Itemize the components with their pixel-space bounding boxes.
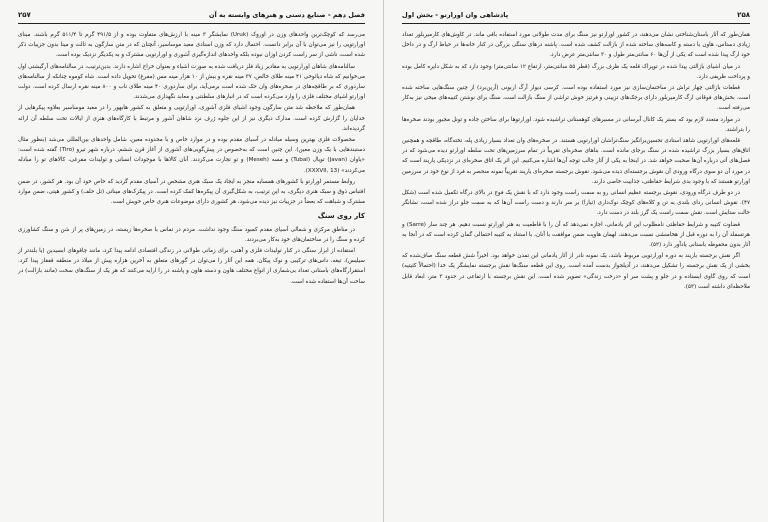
- paragraph: همان‌طور که آثار باستان‌شناختی نشان می‌دهند، در کشور اورارتو نیز سنگ برای مدت طولانی مورد استفاده باقی ماند. در کاوش‌های کارمیربلور تعداد زیادی دستاس، هاون با دسته و کاسه‌های ساخته شده از بازالت کشف شده است. پاشنه درهای سنگی بزرگی در کنار خانه‌ها در حیاط ارگ و در داخل خود ارگ پیدا شده است که یکی از آن‌ها ۶۰ سانتی‌متر طول و ۳۰ سانتی‌متر عرض دارد.: [402, 32, 750, 59]
- paragraph: اگر نقش برجسته یاریند به دوره اورارتویی مربوط باشد، یک نمونه نادر از آثار یادمانی این تمدن خواهد بود. اخیراً شش قطعه سنگ صاف‌شده که بخشی از یک نقش برجسته را تشکیل می‌دهند، در آدیلجواز بدست آمده است. روی این قطعه سنگ‌ها نقش برجسته نمایشگر یک خدا (احتمالاً کثیتیه) است که روی گاوی ایستاده و در جلو و پشت سر او «درخت زندگی» تصویر شده است. این نقش برجسته با ارتفاعی در حدود ۳ متر، ابعاد قابل ملاحظه‌ای داشته است (۵۳).: [402, 253, 750, 290]
- left-page-running-title: فصل دهم - صنایع دستی و هنرهای وابسته به آن: [208, 10, 365, 19]
- paragraph: استفاده از ابزار سنگی در کنار تولیدات فلزی و آهنی، برای زمانی طولانی در زندگی اقتصادی ادامه پیدا کرد، مانند چاقوهای ابسیدین (یا بلندتر از سیلیس)، تیغه، داس‌های ترکیبی و نوک پیکان. همه این آثار را می‌توان در گورهای متعلق به آخرین هزاره پیش از میلاد در منطقه قفقاز پیدا کرد. استقرارگاه‌های باستانی تعداد بی‌شماری از انواع مختلف هاون و دسته هاون و پاشنه در را ارایه می‌کنند که هر یک از سنگ‌های سخت (مانند بازالت) در ساخت آن‌ها استفاده شده است.: [18, 248, 365, 285]
- paragraph: در مناطق مرکزی و شمالی آسیای مقدم کمبود سنگ وجود نداشت. مردم در تماس با صخره‌ها زیسته، در زمین‌های پر از شن و سنگ کشاورزی کرده و سنگ را در ساختمان‌های خود به‌کار می‌بردند.: [18, 226, 365, 243]
- left-page-body: [18, 30, 365, 287]
- paragraph: محصولات فلزی بهترین وسیله مبادله در آسیای مقدم بوده و در موارد خاص و با محدوده معین، شامل واحدهای بین‌المللی می‌شد (بنظور مثال دستبندهایی با یک وزن معین). این چنین است که به‌خصوص در پیش‌گویی‌های آشوری از آغاز قرن ششم، درباره شهر تیرو (Tiro) گفته شده است: «یاوان (Javan) تویال (Tubal) و مسه (Meseh) و تو تجارت می‌کردند. آنان کالاها با موجودات انسانی و تولیدات مفرغی، کالاهای تو را مبادله می‌کردند» (XXXVII, 13).: [18, 137, 365, 174]
- paragraph: در میان اشیای بازالتی پیدا شده در توپراک قلعه یک ظرف بزرگ (قطر ۵۵ سانتی‌متر، ارتفاع ۱۲ سانتی‌متر) وجود دارد که به شکل دایره کامل بوده و پرداخت ظریفی دارد.: [402, 63, 750, 80]
- paragraph: قلعه‌های اورارتویی شاهد استادی تحسین‌برانگیز سنگ‌تراشان اورارتویی هستند. در صخره‌های وان تعداد بسیار زیادی پله، تخته‌گاه، طاقچه و همچنین اتاق‌های بسیار بزرگ تراشیده شده در سنگ برجای مانده است. بناهای صخره‌ای تقریباً در تمام سرزمین‌های تحت سلطه اورارتو دیده می‌شود که در فصل‌های آتی درباره آن‌ها صحبت خواهد شد. در اینجا به یکی از آثار جالب توجه آن‌ها اشاره می‌کنیم. این اثر یک اتاق صخره‌ای در نزدیکی یاریند است که در مورد آن دو سوی درگاه ورودی آن نقوش برجسته‌ای دیده می‌شود. نقوش برجسته صخره‌ای یاریند تقریباً نمونه منحصر به فرد از نوع خود در سرزمین اورارتو هستند که با وجود بدی شرایط حفاظتی، جذابیت خاصی دارند.: [402, 138, 750, 185]
- paragraph: قطعات بازالتی چهار تراش در ساختمان‌سازی نیز مورد استفاده بوده است. کرسی دیوار آرگ اربونی (آرین‌برد) از چنین سنگ‌هایی ساخته شده است. بخش‌های فوقانی ارگ کارمیربلور دارای برجک‌های تزیینی و فرتیز خوش تراشی از سنگ بازالت است. سنگ برای نوشتن کتیبه‌های میخی نیز به‌کار می‌رفته است.: [402, 85, 750, 112]
- paragraph: در دو طرف درگاه ورودی، نقوش برجسته عظیم انسانی رو به سمت راست وجود دارد که با نقش یک فوج در بالای درگاه تکمیل شده است (شکل ۴۷). نقوش انسانی ردای بلندی به تن و کلاه‌های کوچک نوک‌داری (تیارا) بر سر دارند و دست راست آن‌ها که به سمت جلو دراز شده است، نشانگر حالت ستایش است. نقش سمت راست یک گرز بلند در دست دارد.: [402, 190, 750, 217]
- paragraph: سالنامه‌های شاهان اورارتویی به مقادیر زیاد فلز دریافت شده به صورت اشیاء و بعنوان خراج اشاره دارند. بدین‌ترتیب، در سالنامه‌های آرگیشتی اول می‌خوانیم که شاه دیائوخی ۴۱ مینه طلای خالص، ۳۷ مینه نقره و بیش از ۱۰ هزار مینه مس (مفرغ) تحویل داده است. شاه کوموه چنانکه از سالنامه‌های ساردوری که بر طاقچه‌های در صخره‌های وان حک شده است برمی‌آید، برای ساردوری ۴۰ مینه طلای ناب و ۸۰۰ مینه نقره ارسال کرده است. دولت اورارتو اشیای مختلف فلزی را وارد می‌کرده است که در انبارهای سلطنتی و معابد نگهداری می‌شدند.: [18, 63, 366, 101]
- right-page-header: [402, 8, 750, 24]
- right-page-running-title: پادشاهی وان اورارتو - بخش اول: [402, 10, 509, 19]
- paragraph: همان‌طور که ملاحظه شد متن سارگون وجود اشیای فلزی آشوری، اورارتویی و متعلق به کشور هابهور را در معبد موساسیر بعلاوه پیکرهایی از خدایان را گزارش کرده است. مدارک دیگری نیز از این جلوه ژرف نزد شاهان آشور و مرتبط با کارگاه‌های هنری از ایالات تحت سلطه آن ارائه گردیده‌اند.: [18, 105, 365, 132]
- paragraph: می‌رسد که کوچک‌ترین واحدهای وزن در اوروک (Uruk) نمایشگر ۳ مینه با ارزش‌های متفاوت بوده و از ۴۹۱/۵ گرم تا ۵۱۱/۴ گرم باشند. مینای اورارتویی را نیز می‌توان با آن برابر دانست. احتمال دارد که وزن اسنادی معید موساسیر، آنچنان که در متن سارگون به ثالث و مینا بدون جزییات ذکر شده است، ناشی از سر راست کردن اوزان نبوده بلکه واحدهای اندازه‌گیری آشوری و اورارتویی مشترک و به یکدیگر نزدیک بوده است.: [18, 32, 365, 59]
- paragraph: روابط مستمر اورارتو با کشورهای همسایه منجر به ایجاد یک سبک هنری مشخص در آسیای مقدم گردید که خاص خود آن بود. هر کشور، در ضمن اقتباس ذوق و سبک هنری دیگری، به این ترتیب، به شکل‌گیری آن پیکره‌ها کمک کرده است. در پیکرک‌های میناتی (تل حلف) و کشور هیتی، ضمن موارد مشترک و شباهت که بعضاً در جزییات نیز دیده می‌شود، هر کشوری دارای موضوعات هنری خاص خویش است.: [18, 178, 365, 206]
- paragraph: در موارد متعدد لازم بود که بستر یک کانال آبرسانی در مسیرهای کوهستانی تراشیده شود. اورارتوها برای ساختن جاده و تونل مجبور بودند صخره‌ها را بتراشند.: [402, 116, 750, 133]
- right-page-body: [402, 30, 750, 292]
- right-page: [384, 0, 768, 522]
- right-page-number: ۲۵۸: [737, 10, 750, 19]
- left-page-header: [18, 8, 365, 24]
- section-heading: کار روی سنگ: [317, 212, 365, 221]
- paragraph: قضاوت کتیبه و شرایط حفاظتی نامطلوب این اثر یادمانی، اجازه نمی‌دهد که آن را با قاطعیت به هنر اورارتو نسبت دهیم. هر چند سار (Sarre) و هرتسفلد آن را به دوره قبل از هخامنشی نسبت می‌دهند، لهمان هاوپت ضمن موافقت با آنان، با استناد به کتیبه احتمالی گمان کرده است که در آنجا به آثار بدون محفوظه باستانی یادآور دارد (۵۲).: [402, 221, 750, 249]
- left-page-number: ۲۵۷: [18, 10, 31, 19]
